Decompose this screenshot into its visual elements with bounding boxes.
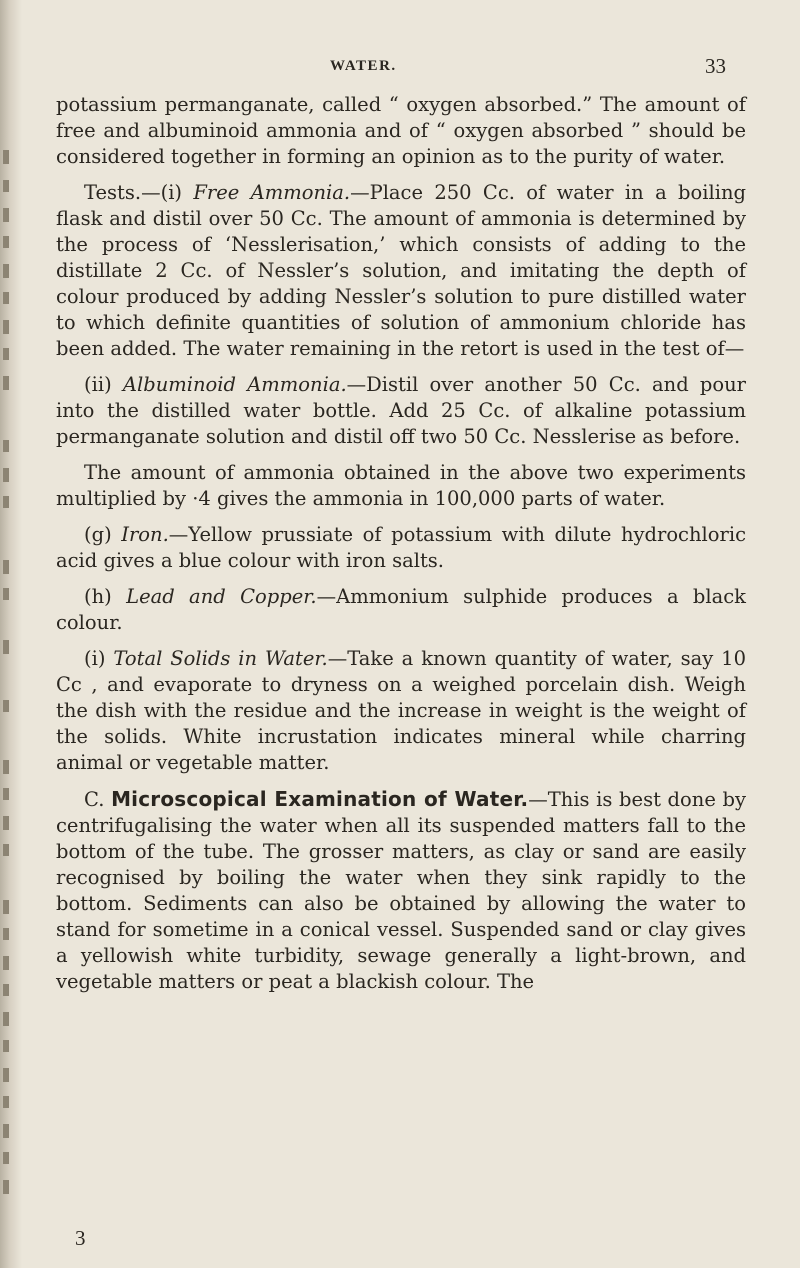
signature-mark: 3 — [75, 1226, 86, 1250]
running-head — [0, 56, 800, 86]
paragraph-total-solids — [56, 646, 746, 776]
lead-copper-text: —Ammonium sulphide produces a black colour. — [56, 585, 746, 634]
microscopical-examination-heading: Microscopical Examination of Water. — [111, 787, 529, 811]
iron-label: (g) — [84, 523, 122, 546]
page-number: 33 — [705, 54, 726, 78]
free-ammonia-heading: Free Ammonia. — [193, 181, 351, 204]
total-solids-label: (i) — [84, 647, 114, 670]
total-solids-heading: Total Solids in Water. — [113, 647, 328, 670]
albuminoid-label: (ii) — [84, 373, 123, 396]
total-solids-text: —Take a known quantity of water, say 10 Cc , and evaporate to dryness on a weighed porcelain dish. Weigh the dish with the residue and the increase in weight is the weight of the solids. White incrustation indicates mineral while charring animal or vegetable matter. — [56, 647, 746, 774]
paragraph-iron — [56, 522, 746, 574]
running-title: WATER. — [330, 58, 397, 74]
tests-label: Tests.—(i) — [84, 181, 194, 204]
paragraph-oxygen-absorbed: potassium permanganate, called “ oxygen absorbed.” The amount of free and albuminoid ammonia and of “ oxygen absorbed ” should be considered together in forming an opinion as to the purity of water. — [56, 93, 746, 168]
lead-copper-heading: Lead and Copper. — [126, 585, 317, 608]
microscopical-examination-text: —This is best done by centrifugalising the water when all its suspended matters fall to the bottom of the tube. The grosser matters, as clay or sand are easily recognised by boiling the water when they sink rapidly to the bottom. Sediments can also be obtained by allowing the water to stand for sometime in a conical vessel. Suspended sand or clay gives a yellowish white turbidity, sewage generally a light-brown, and vegetable matters or peat a blackish colour. The — [56, 788, 747, 993]
iron-text: —Yellow prussiate of potassium with dilute hydrochloric acid gives a blue colour with iron salts. — [56, 523, 746, 572]
iron-heading: Iron. — [121, 523, 169, 546]
page-body — [56, 92, 746, 1005]
free-ammonia-text: —Place 250 Cc. of water in a boiling flask and distil over 50 Cc. The amount of ammonia is determined by the process of ‘Nesslerisation,’ which consists of adding to the distillate 2 Cc. of Nessler’s solution, and imitating the depth of colour produced by adding Nessler’s solution to pure distilled water to which definite quantities of solution of ammonium chloride has been added. The water remaining in the retort is used in the test of— — [56, 181, 746, 360]
lead-copper-label: (h) — [84, 585, 127, 608]
paragraph-albuminoid-ammonia — [56, 372, 746, 450]
paragraph-lead-copper — [56, 584, 746, 636]
spine-binding-marks — [0, 0, 14, 1268]
paragraph-ammonia-calculation: The amount of ammonia obtained in the above two experiments multiplied by ·4 gives the ammonia in 100,000 parts of water. — [56, 461, 746, 510]
paragraph-microscopical-examination — [56, 786, 746, 995]
albuminoid-ammonia-heading: Albuminoid Ammonia. — [122, 373, 347, 396]
albuminoid-ammonia-text: —Distil over another 50 Cc. and pour into the distilled water bottle. Add 25 Cc. of alkaline potassium permanganate solution and distil off two 50 Cc. Nesslerise as before. — [56, 373, 747, 448]
section-c-label: C. — [84, 788, 112, 811]
paragraph-free-ammonia — [56, 180, 746, 362]
